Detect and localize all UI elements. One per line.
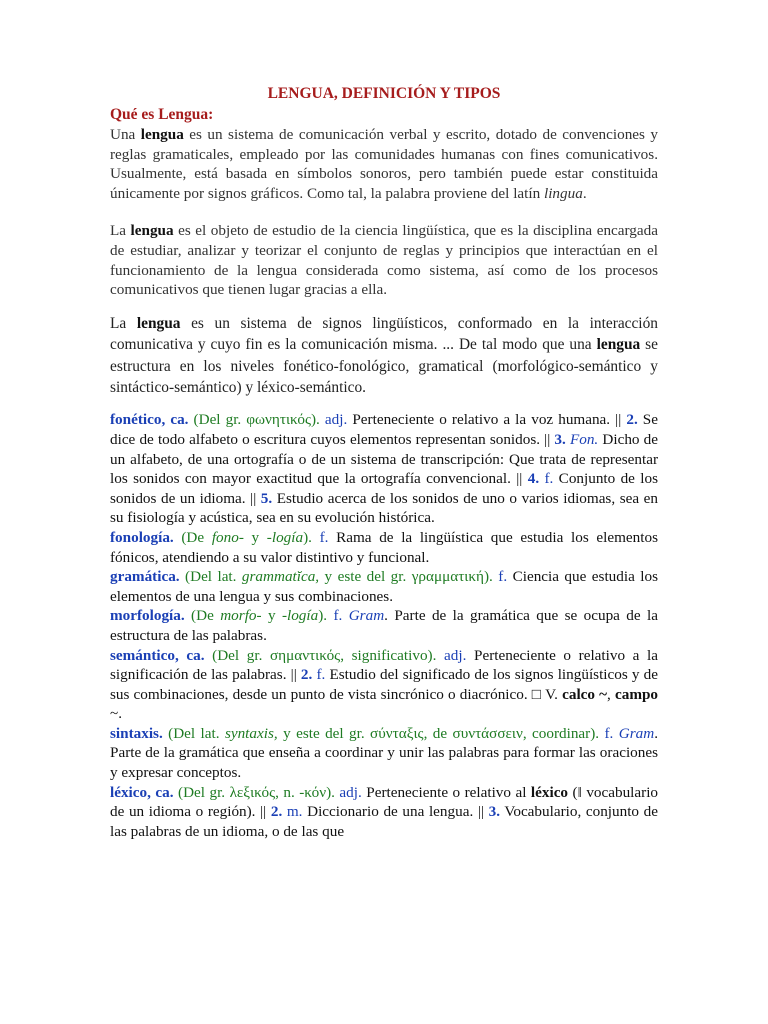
etymology: y: [243, 528, 267, 546]
definition-text: Diccionario de una lengua. ||: [302, 803, 489, 821]
definition-term: morfología.: [110, 607, 185, 625]
text-run: Una: [110, 126, 141, 143]
etymology: (De: [173, 528, 212, 546]
definition-text: Dicho de un alfabeto, de una ortografía o de un sistema de transcripción: Que trata de representar los sonidos con mayor exactitud que la ortografía convencional. ||: [110, 430, 658, 488]
etymology: ).: [303, 528, 312, 546]
definition-semantico: [110, 646, 658, 724]
definition-morfologia: [110, 606, 658, 645]
usage-mark: Gram: [342, 607, 385, 625]
etymology: fono-: [211, 528, 244, 546]
etymology: grammatĭca,: [241, 568, 320, 586]
definition-text: . Parte de la gramática que se ocupa de la estructura de las palabras.: [110, 607, 658, 644]
document-page: [110, 84, 658, 841]
sense-number: 2.: [300, 666, 313, 684]
definition-lexico: [110, 783, 658, 842]
sense-number: 2.: [270, 803, 283, 821]
etymology: y este del gr. γραμματική).: [319, 568, 493, 586]
definition-text: (‖ vocabulario de un idioma o región). ||: [110, 783, 659, 821]
text-run: es un sistema de signos lingüísticos, conformado en la interacción comunicativa y cuyo fin es la comunicación misma. ... De tal modo que una: [110, 314, 658, 354]
cross-reference: calco ~: [562, 685, 608, 703]
etymology: (Del gr. λεξικός, n. -κόν).: [173, 783, 335, 801]
section-heading: Qué es Lengua:: [110, 106, 214, 123]
cross-reference: campo: [614, 685, 659, 703]
definition-text: Perteneciente o relativo a la significación de las palabras. ||: [110, 646, 658, 684]
document-title: LENGUA, DEFINICIÓN Y TIPOS: [267, 85, 501, 102]
definition-text: Vocabulario, conjunto de las palabras de un idioma, o de las que: [110, 803, 658, 840]
etymology: -logía: [281, 607, 319, 625]
grammar-category: adj.: [334, 783, 362, 801]
bold-term: lengua: [140, 126, 184, 143]
grammar-category: adj.: [319, 411, 348, 429]
definition-fonetico: [110, 410, 658, 528]
definition-text: Perteneciente o relativo al: [361, 783, 531, 801]
definition-term: léxico, ca.: [110, 783, 174, 801]
paragraph-1: [110, 125, 658, 203]
grammar-category: f.: [599, 724, 614, 742]
sense-number: 3.: [488, 803, 500, 821]
definition-text: Se dice de todo alfabeto o escritura cuyos elementos representan sonidos. ||: [110, 411, 658, 448]
grammar-category: f.: [539, 470, 554, 488]
grammar-category: m.: [282, 803, 303, 821]
definition-list: [110, 410, 658, 841]
sense-number: 5.: [260, 489, 273, 507]
grammar-category: f.: [327, 607, 343, 625]
bold-term: lengua: [136, 314, 181, 332]
etymology: (Del gr. σημαντικός, significativo).: [204, 646, 437, 664]
definition-term: fonético, ca.: [110, 411, 189, 429]
etymology: (Del gr. φωνητικός).: [188, 411, 320, 429]
sense-number: 3.: [554, 430, 566, 448]
etymology: (Del lat.: [162, 724, 225, 742]
etymology: (De: [184, 607, 221, 625]
grammar-category: adj.: [436, 646, 467, 664]
grammar-category: f.: [311, 528, 329, 546]
italic-term: lingua: [543, 184, 583, 202]
bold-term: lengua: [596, 336, 641, 354]
text-run: es el objeto de estudio de la ciencia lingüística, que es la disciplina encargada de estudiar, analizar y teorizar el conjunto de reglas y principios que interactúan en el funcionamiento de la lengua considerada como sistema, así como de los procesos comunicativos que tienen lugar gracias a ella.: [110, 222, 658, 299]
text-run: es un sistema de comunicación verbal y escrito, dotado de convenciones y reglas gramaticales, empleado por las comunidades humanas con fines comunicativos. Usualmente, está basada en símbolos sonoros, pero también puede estar constituida únicamente por signos gráficos. Como tal, la palabra proviene del latín: [110, 126, 658, 202]
definition-fonologia: [110, 528, 658, 567]
paragraph-3: [110, 313, 658, 399]
etymology: y este del gr. σύνταξις, de συντάσσειν, coordinar).: [277, 724, 600, 742]
definition-text: Estudio acerca de los sonidos de uno o varios idiomas, sea en su fisiología y acústica, sea en su evolución histórica.: [110, 489, 658, 527]
definition-term: fonología.: [110, 528, 174, 546]
sense-number: 4.: [527, 470, 540, 488]
definition-sintaxis: [110, 724, 658, 783]
etymology: y: [261, 607, 282, 625]
text-run: La: [110, 222, 131, 240]
grammar-category: f.: [312, 666, 326, 684]
definition-text: Ciencia que estudia los elementos de una lengua y sus combinaciones.: [110, 568, 659, 605]
sense-number: 2.: [626, 411, 638, 429]
definition-term: gramática.: [110, 568, 180, 586]
definition-gramatica: [110, 567, 658, 606]
grammar-category: f.: [492, 568, 508, 586]
bold-term: lengua: [130, 222, 174, 240]
definition-text: . Parte de la gramática que enseña a coordinar y unir las palabras para formar las oraciones y expresar conceptos.: [110, 724, 659, 782]
etymology: (Del lat.: [179, 568, 242, 586]
cross-reference: léxico: [530, 783, 569, 801]
etymology: ).: [318, 607, 328, 625]
definition-text: Estudio del significado de los signos lingüísticos y de sus combinaciones, desde un punto de vista sincrónico o diacrónico. □ V.: [110, 666, 658, 703]
paragraph-2: [110, 221, 658, 299]
definition-text: ~.: [110, 705, 123, 723]
text-run: La: [110, 314, 137, 332]
definition-text: Rama de la lingüística que estudia los elementos fónicos, atendiendo a su valor distintivo y funcional.: [110, 528, 658, 566]
text-run: .: [582, 184, 587, 202]
definition-text: Conjunto de los sonidos de un idioma. ||: [110, 470, 658, 507]
usage-mark: Fon.: [565, 430, 599, 448]
definition-text: Perteneciente o relativo a la voz humana. ||: [347, 411, 627, 429]
definition-term: sintaxis.: [110, 724, 163, 742]
etymology: syntaxis,: [224, 724, 278, 742]
text-run: se estructura en los niveles fonético-fonológico, gramatical (morfológico-semántico y sintáctico-semántico) y léxico-semántico.: [110, 336, 659, 396]
etymology: morfo-: [220, 607, 262, 625]
etymology: -logía: [266, 528, 304, 546]
definition-text: ,: [607, 685, 615, 703]
usage-mark: Gram: [613, 724, 655, 742]
definition-term: semántico, ca.: [110, 646, 205, 664]
